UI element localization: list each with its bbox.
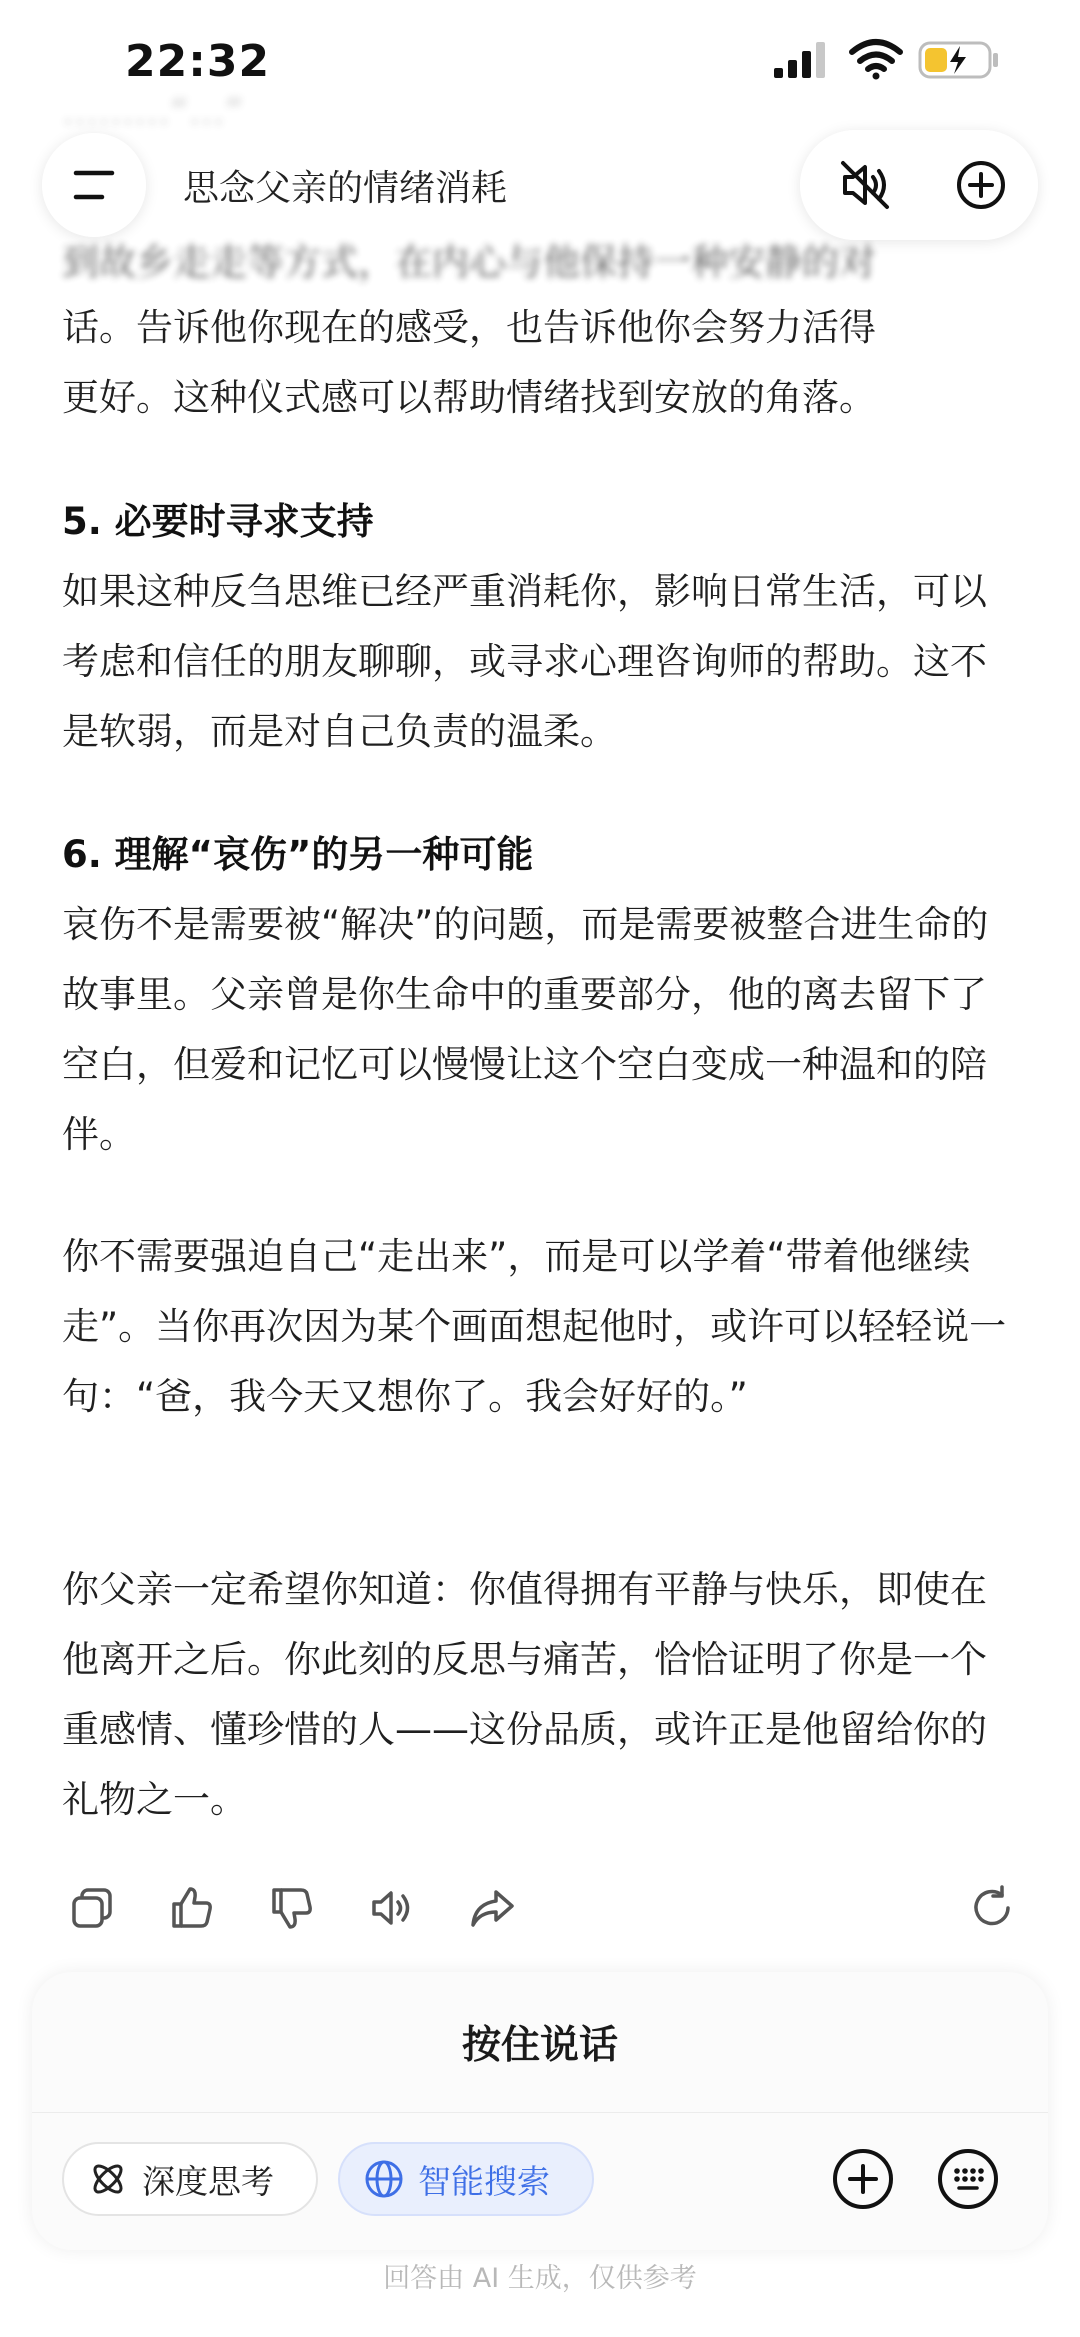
message-paragraph: 哀伤不是需要被“解决”的问题，而是需要被整合进生命的故事里。父亲曾是你生命中的重要部分，他的离去留下了空白，但爱和记忆可以慢慢让这个空白变成一种温和的陪伴。 [62,903,989,1156]
menu-icon [70,167,118,203]
share-icon [468,1884,516,1932]
message-paragraph: 更好。这种仪式感可以帮助情绪找到安放的角落。 [62,376,876,419]
battery-icon [918,40,1000,80]
keyboard-button[interactable] [931,2142,1005,2216]
deep-think-toggle[interactable] [62,2142,318,2216]
smart-search-label: 智能搜索 [418,2161,550,2201]
copy-icon [68,1884,116,1932]
share-button[interactable] [462,1878,522,1938]
dislike-button[interactable] [262,1878,322,1938]
blurred-text-line: 到故乡走走等方式，在内心与他保持一种安静的对 [62,241,876,284]
atom-icon [86,2157,130,2201]
keyboard-icon [935,2146,1001,2212]
message-paragraph: 话。告诉他你现在的感受，也告诉他你会努力活得 [62,306,876,349]
status-time: 22:32 [125,36,271,87]
hold-to-talk-button[interactable]: 按住说话 [32,1972,1048,2113]
signal-icon [772,40,832,80]
message-paragraph: 如果这种反刍思维已经严重消耗你，影响日常生活，可以考虑和信任的朋友聊聊，或寻求心理咨询师的帮助。这不是软弱，而是对自己负责的温柔。 [62,570,987,753]
message-paragraph: 你父亲一定希望你知道：你值得拥有平静与快乐，即使在他离开之后。你此刻的反思与痛苦，恰恰证明了你是一个重感情、懂珍惜的人——这份品质，或许正是他留给你的礼物之一。 [62,1568,987,1821]
deep-think-label: 深度思考 [142,2161,274,2201]
like-button[interactable] [162,1878,222,1938]
smart-search-toggle[interactable] [338,2142,594,2216]
mute-button[interactable] [826,146,904,224]
regenerate-button[interactable] [962,1878,1022,1938]
speaker-icon [368,1884,416,1932]
speaker-muted-icon [837,157,893,213]
scrolled-text-fragment: ………“…” [62,92,244,133]
plus-circle-icon [830,2146,896,2212]
status-bar [0,0,1080,120]
conversation-title: 思念父亲的情绪消耗 [183,168,508,209]
copy-button[interactable] [62,1878,122,1938]
input-panel [32,1972,1048,2250]
ai-disclaimer: 回答由 AI 生成，仅供参考 [383,2263,697,2294]
plus-circle-icon [953,157,1009,213]
top-app-bar [0,120,1080,250]
regenerate-icon [968,1884,1016,1932]
new-chat-button[interactable] [942,146,1020,224]
thumbs-up-icon [168,1884,216,1932]
menu-button[interactable] [42,133,146,237]
wifi-icon [848,38,904,80]
read-aloud-button[interactable] [362,1878,422,1938]
message-actions [62,1878,1022,1942]
section-heading-6: 6. 理解“哀伤”的另一种可能 [62,833,534,876]
attach-button[interactable] [826,2142,900,2216]
message-paragraph: 你不需要强迫自己“走出来”，而是可以学着“带着他继续走”。当你再次因为某个画面想起他时，或许可以轻轻说一句：“爸，我今天又想你了。我会好好的。” [62,1235,1007,1418]
section-heading-5: 5. 必要时寻求支持 [62,500,374,543]
globe-icon [362,2157,406,2201]
thumbs-down-icon [268,1884,316,1932]
